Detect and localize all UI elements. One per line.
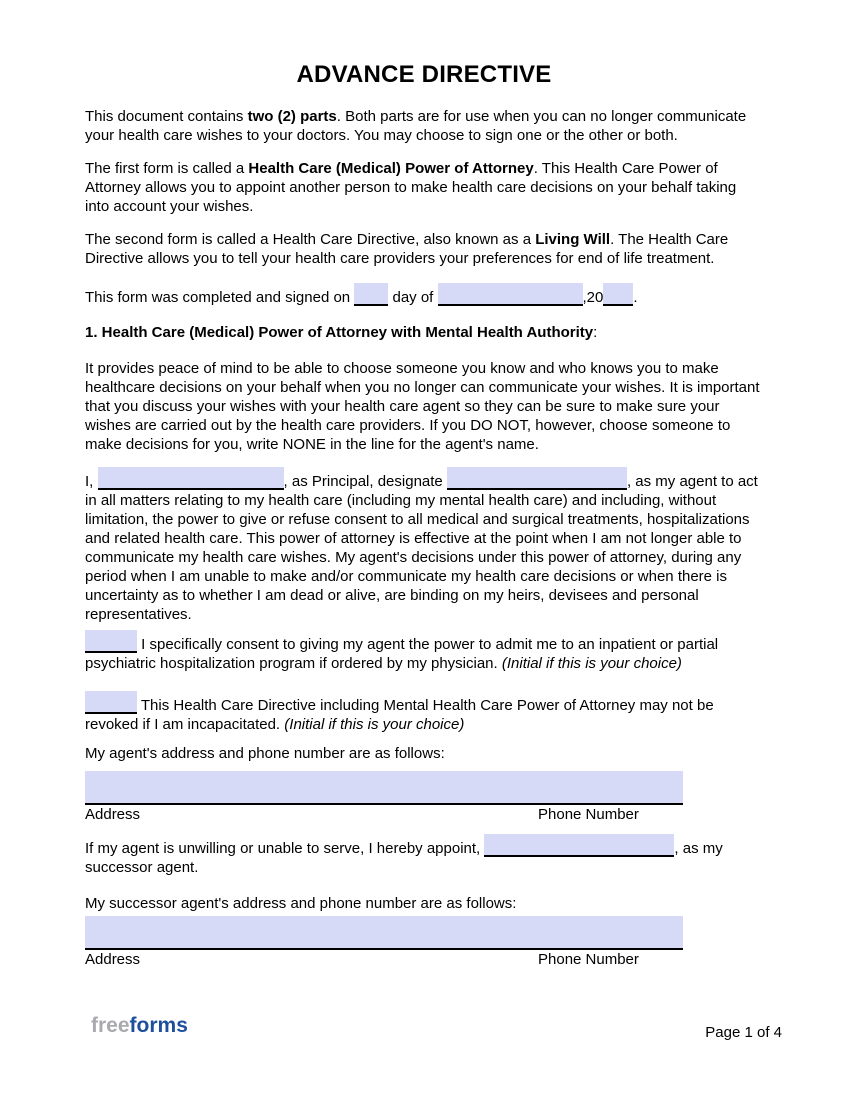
text-run: I specifically consent to giving my agent the power to admit me to an inpatient or partial psychiatric hospitalization program if ordered by my physician.	[85, 636, 719, 672]
principal-designation-paragraph	[85, 467, 763, 624]
agent-address-phone-field-labels	[85, 805, 683, 825]
text-run: , as Principal, designate	[283, 473, 447, 490]
successor-contact-intro	[85, 894, 763, 913]
agent-name-field[interactable]	[447, 467, 627, 490]
page-number: Page 1 of 4	[705, 1024, 782, 1041]
successor-address-phone-field	[85, 916, 763, 970]
successor-address-phone-field-labels	[85, 950, 683, 970]
text-run: day of	[388, 289, 438, 306]
text-run: The second form is called a Health Care Directive, also known as a	[85, 231, 536, 248]
text-run: It provides peace of mind to be able to choose someone you know and who knows you to make healthcare decisions on your behalf when you no longer can communicate your wishes. It is important that you discuss your wishes with your health care agent so they can be sure to make sure your wishes are carried out by the health care providers. If you DO NOT, however, choose someone to make decisions for you, write NONE in the line for the agent's name.	[85, 360, 760, 453]
freeforms-logo	[91, 1014, 188, 1038]
text-run: My successor agent's address and phone number are as follows:	[85, 895, 517, 912]
text-run: :	[593, 324, 598, 341]
document-title: ADVANCE DIRECTIVE	[296, 61, 552, 88]
agent-address-phone-field-input[interactable]	[85, 771, 683, 805]
text-run: . This Health Care Power of Attorney allows you to appoint another person to make health care decisions on your behalf taking into account your wishes.	[85, 160, 737, 215]
text-run: The first form is called a	[85, 160, 249, 177]
poa-explanation-paragraph	[85, 359, 763, 454]
successor-address-phone-field-input[interactable]	[85, 916, 683, 950]
phone-number-label: Phone Number	[538, 806, 639, 823]
second-form-paragraph	[85, 230, 763, 268]
text-run: Health Care (Medical) Power of Attorney	[248, 160, 534, 177]
text-run: , as my agent to act in all matters relating to my health care (including my mental health care) and including, without limitation, the power to give or refuse consent to all medical and surgical treatments, hospitalizations and related health care. This power of attorney is effective at the point when I am not longer able to communicate my health care wishes. My agent's decisions under this power of attorney, during any period when I am unable to make and/or communicate my health care decisions or when there is uncertainty as to whether I am dead or alive, are binding on my heirs, devisees and personal representatives.	[85, 473, 758, 623]
no-revoke-initials-field[interactable]	[85, 691, 137, 714]
text-run: This document contains	[85, 108, 248, 125]
text-run: This Health Care Directive including Mental Health Care Power of Attorney may not be revoked if I am incapacitated.	[85, 697, 714, 733]
first-form-paragraph	[85, 159, 763, 216]
text-run: This form was completed and signed on	[85, 289, 355, 306]
year-field[interactable]	[603, 283, 633, 306]
agent-contact-intro	[85, 744, 763, 763]
logo-forms-text: forms	[129, 1014, 188, 1037]
successor-appointment-paragraph	[85, 834, 763, 877]
text-run: (Initial if this is your choice)	[284, 716, 465, 733]
section-1-heading	[85, 323, 763, 342]
agent-address-phone-field	[85, 771, 763, 825]
text-run: I,	[85, 473, 98, 490]
text-run: . Both parts are for use when you can no longer communicate your health care wishes to your doctors. You may choose to sign one or the other or both.	[85, 108, 747, 144]
text-run: , as my successor agent.	[85, 840, 723, 876]
phone-number-label: Phone Number	[538, 951, 639, 968]
successor-agent-name-field[interactable]	[484, 834, 674, 857]
text-run: (Initial if this is your choice)	[501, 655, 682, 672]
text-run: My agent's address and phone number are as follows:	[85, 745, 445, 762]
text-run: .	[633, 289, 638, 306]
text-run: . The Health Care Directive allows you to tell your health care providers your preferences for end of life treatment.	[85, 231, 729, 267]
day-field[interactable]	[354, 283, 388, 306]
text-run: 1. Health Care (Medical) Power of Attorney with Mental Health Authority	[85, 324, 594, 341]
document-body	[85, 60, 763, 979]
address-label: Address	[85, 806, 141, 823]
address-label: Address	[85, 951, 141, 968]
logo-free-text: free	[91, 1014, 130, 1037]
signed-date-line	[85, 283, 763, 307]
intro-paragraph	[85, 107, 763, 145]
no-revoke-clause	[85, 691, 763, 734]
text-run: two (2) parts	[247, 108, 337, 125]
principal-name-field[interactable]	[98, 467, 284, 490]
text-run: If my agent is unwilling or unable to serve, I hereby appoint,	[85, 840, 485, 857]
inpatient-consent-clause	[85, 630, 763, 673]
text-run: Living Will	[535, 231, 611, 248]
inpatient-consent-initials-field[interactable]	[85, 630, 137, 653]
month-field[interactable]	[438, 283, 583, 306]
text-run: ,20	[582, 289, 604, 306]
